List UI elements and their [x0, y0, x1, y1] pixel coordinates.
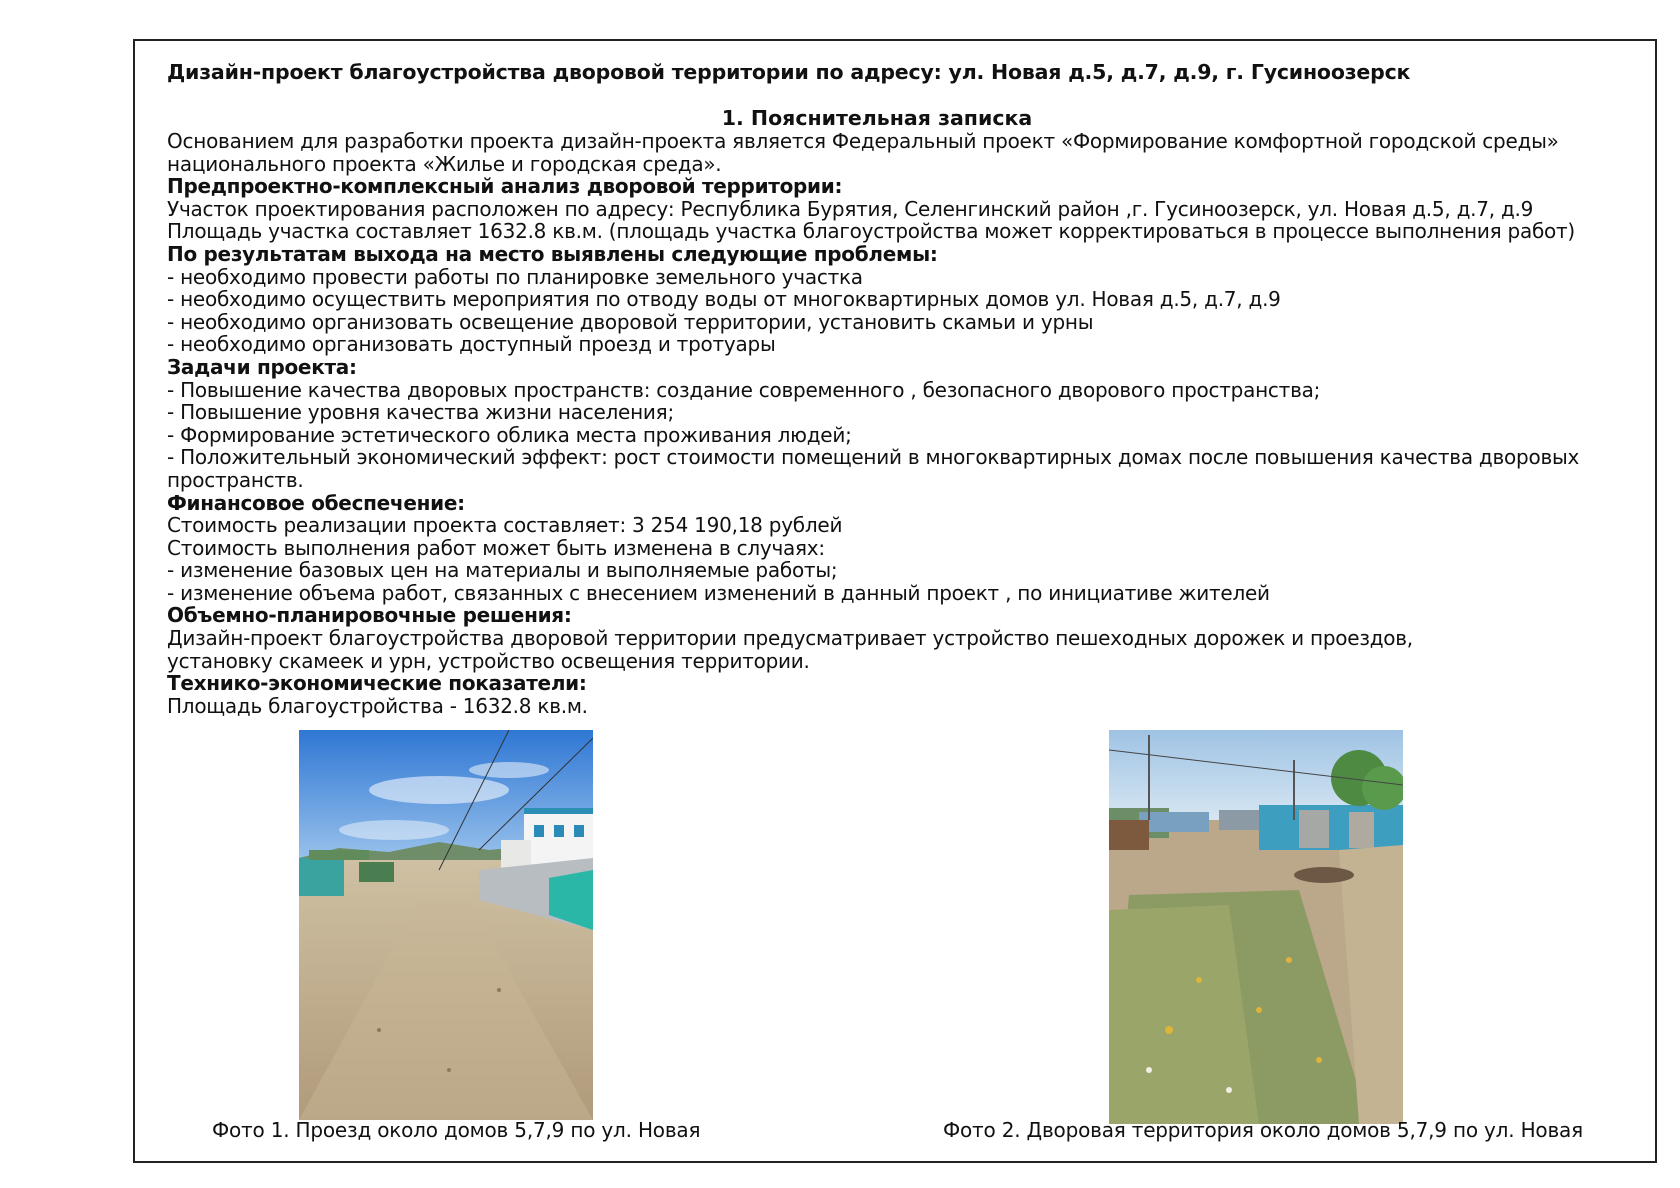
photo-yard [1109, 730, 1403, 1124]
finance-line: Стоимость выполнения работ может быть изменена в случаях: [167, 535, 825, 560]
document-body [167, 58, 1637, 717]
explanatory-note [167, 130, 1637, 717]
section-title: 1. Пояснительная записка [721, 106, 1033, 130]
finance-heading: Финансовое обеспечение: [167, 490, 465, 515]
problem-item: - необходимо организовать доступный проезд и тротуары [167, 332, 776, 357]
problem-item: - необходимо осуществить мероприятия по отводу воды от многоквартирных домов ул. Новая д.5, д.7, д.9 [167, 287, 1281, 312]
finance-line: - изменение базовых цен на материалы и выполняемые работы; [167, 558, 838, 583]
finance-line: Стоимость реализации проекта составляет: 3 254 190,18 рублей [167, 513, 843, 538]
task-item: - Положительный экономический эффект: рост стоимости помещений в многоквартирных домах после повышения качества дворовых пространств. [167, 445, 1580, 492]
planning-heading: Объемно-планировочные решения: [167, 603, 572, 628]
analysis-heading: Предпроектно-комплексный анализ дворовой территории: [167, 174, 843, 199]
task-item: - Формирование эстетического облика места проживания людей; [167, 422, 852, 447]
photo-caption-1: Фото 1. Проезд около домов 5,7,9 по ул. Новая [212, 1118, 701, 1142]
photo-caption-2: Фото 2. Дворовая территория около домов 5,7,9 по ул. Новая [943, 1118, 1583, 1142]
indicators-heading: Технико-экономические показатели: [167, 671, 587, 696]
planning-line: установку скамеек и урн, устройство освещения территории. [167, 648, 810, 673]
tasks-heading: Задачи проекта: [167, 354, 357, 379]
document-title: Дизайн-проект благоустройства дворовой территории по адресу: ул. Новая д.5, д.7, д.9, г. Гусиноозерск [167, 60, 1411, 84]
problem-item: - необходимо организовать освещение дворовой территории, установить скамьи и урны [167, 309, 1094, 334]
indicators-line: Площадь благоустройства - 1632.8 кв.м. [167, 693, 588, 718]
problem-item: - необходимо провести работы по планировке земельного участка [167, 264, 863, 289]
finance-line: - изменение объема работ, связанных с внесением изменений в данный проект , по инициативе жителей [167, 580, 1270, 605]
task-item: - Повышение качества дворовых пространств: создание современного , безопасного дворового пространства; [167, 377, 1321, 402]
task-item: - Повышение уровня качества жизни населения; [167, 400, 674, 425]
problems-heading: По результатам выхода на место выявлены следующие проблемы: [167, 241, 938, 266]
basis-line: национального проекта «Жилье и городская среда». [167, 151, 722, 176]
analysis-line: Участок проектирования расположен по адресу: Республика Бурятия, Селенгинский район ,г. Гусиноозерск, ул. Новая д.5, д.7, д.9 [167, 196, 1534, 221]
planning-line: Дизайн-проект благоустройства дворовой территории предусматривает устройство пешеходных дорожек и проездов, [167, 626, 1413, 651]
photo-street [299, 730, 593, 1120]
basis-line: Основанием для разработки проекта дизайн-проекта является Федеральный проект «Формирование комфортной городской среды» [167, 129, 1559, 153]
analysis-line: Площадь участка составляет 1632.8 кв.м. (площадь участка благоустройства может корректироваться в процессе выполнения работ) [167, 219, 1575, 244]
